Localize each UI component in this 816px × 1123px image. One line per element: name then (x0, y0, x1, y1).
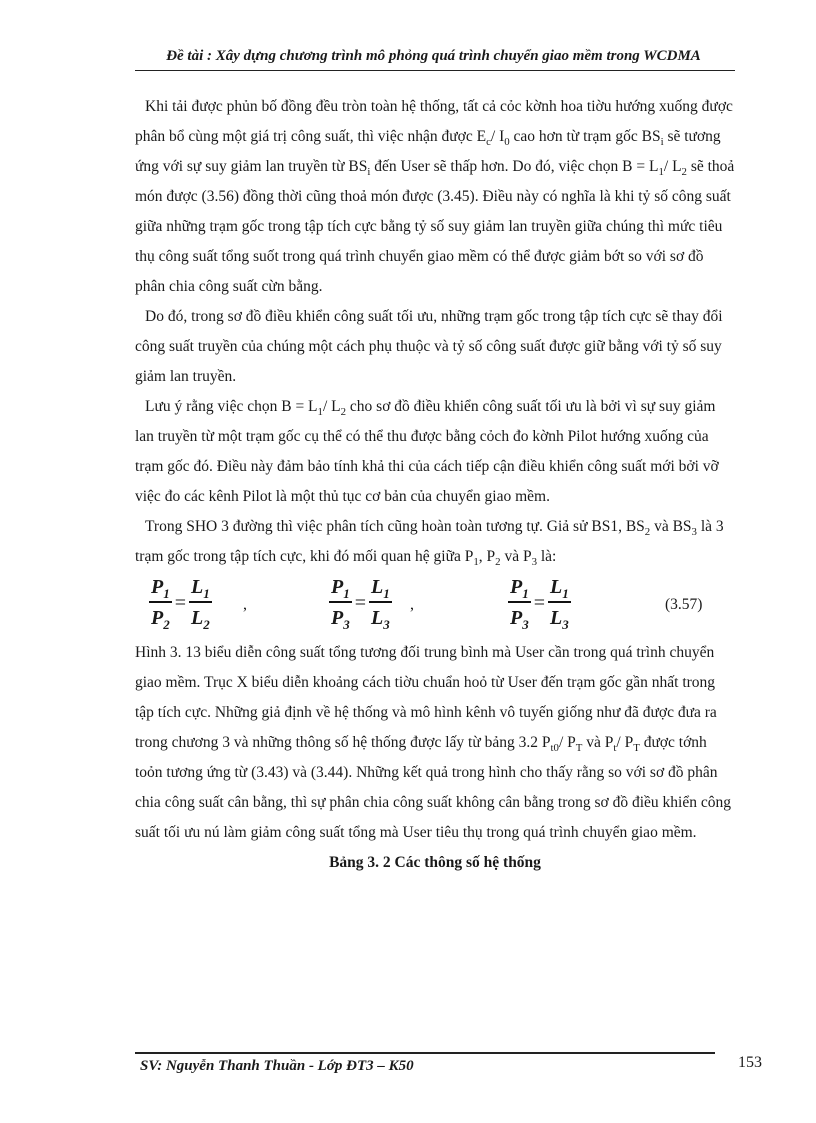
equals-sign: = (174, 591, 186, 614)
fraction-l1-l3: $\frac{L_1}{L_3}$ (371, 576, 390, 632)
table-caption: Bảng 3. 2 Các thông số hệ thống (329, 854, 541, 871)
formula-separator: , (410, 596, 414, 613)
equation-number: (3.57) (665, 596, 703, 613)
fraction-l1-l3: $\frac{L_1}{L_3}$ (550, 576, 569, 632)
fraction-p1-p2: $\frac{P_1}{P_2}$ (151, 576, 170, 632)
header-rule (135, 70, 735, 71)
fraction-group-1 (149, 574, 212, 631)
running-header: Đề tài : Xây dựng chương trình mô phỏng quá trình chuyển giao mềm trong WCDMA (166, 48, 701, 64)
formula-separator: , (243, 596, 247, 613)
page-number: 153 (738, 1054, 762, 1071)
paragraph-1: Khi tải được phủn bố đồng đều tròn toàn hệ thống, tất cả cỏc kờnh hoa tiờu hướng xuống được phân bổ cùng một giá trị công suất, thì việc nhận được $E_c/$ $I_0$ cao hơn từ trạm gốc $BS_i$ sẽ tương ứng với sự suy giảm lan truyền từ $BS_i$ đến User sẽ thấp hơn. Do đó, việc chọn $B = L_1/$ $L_2$ sẽ thoả món được (3.56) đồng thời cũng thoả món được (3.45). Điều này có nghĩa là khi tỷ số công suất giữa những trạm gốc trong tập tích cực bằng tỷ số suy giảm lan truyền giữa chúng thì mức tiêu thụ công suất tổng suốt trong quá trình chuyển giao mềm có thể được giảm bớt so với sơ đồ phân chia công suất cừn bằng. (135, 98, 735, 295)
paragraph-2: Do đó, trong sơ đồ điều khiển công suất tối ưu, những trạm gốc trong tập tích cực sẽ thay đổi công suất truyền của chúng một cách phụ thuộc và tỷ số công suất được giữ bằng với tỷ số suy giảm lan truyền. (135, 308, 723, 385)
footer-author: SV: Nguyễn Thanh Thuần - Lớp ĐT3 – K50 (140, 1058, 414, 1074)
equation-3-57 (135, 574, 735, 638)
footer-rule (135, 1052, 715, 1054)
fraction-group-2 (329, 574, 392, 631)
paragraph-4: Trong SHO 3 đường thì việc phân tích cũng hoàn toàn tương tự. Giả sử BS1, $BS_2$ và $BS_3$ là 3 trạm gốc trong tập tích cực, khi đó mối quan hệ giữa $P_1$, $P_2$ và $P_3$ là: (135, 518, 724, 568)
page-body (135, 92, 735, 878)
paragraph-3: Lưu ý rằng việc chọn $B = L_1/$ $L_2$ cho sơ đồ điều khiển công suất tối ưu là bởi vì sự suy giảm lan truyền từ một trạm gốc cụ thể có thể thu được bằng cỏch đo kờnh Pilot hướng xuống của trạm gốc đó. Điều này đảm bảo tính khả thi của cách tiếp cận điều khiển công suất mới bởi vỡ việc đo các kênh Pilot là một thủ tục cơ bản của chuyển giao mềm. (135, 398, 719, 505)
fraction-group-3 (508, 574, 571, 631)
equals-sign: = (354, 591, 366, 614)
equals-sign: = (533, 591, 545, 614)
fraction-p1-p3: $\frac{P_1}{P_3}$ (331, 576, 350, 632)
fraction-l1-l2: $\frac{L_1}{L_2}$ (191, 576, 210, 632)
fraction-p1-p3: $\frac{P_1}{P_3}$ (510, 576, 529, 632)
paragraph-5: Hình 3. 13 biểu diễn công suất tổng tương đối trung bình mà User cần trong quá trình chuyển giao mềm. Trục X biểu diễn khoảng cách tiờu chuẩn hoỏ từ User đến trạm gốc gần nhất trong tập tích cực. Những giả định về hệ thống và mô hình kênh vô tuyến giống như đã được đưa ra trong chương 3 và những thông số hệ thống được lấy từ bảng 3.2 $P_{t0}/$ $P_T$ và $P_t/$ $P_T$ được tớnh toỏn tương ứng từ (3.43) và (3.44). Những kết quả trong hình cho thấy rằng so với sơ đồ phân chia công suất cân bằng, thì sự phân chia công suất không cân bằng trong sơ đồ điều khiển công suất tối ưu nú làm giảm công suất tổng mà User tiêu thụ trong quá trình chuyển giao mềm. (135, 644, 731, 841)
